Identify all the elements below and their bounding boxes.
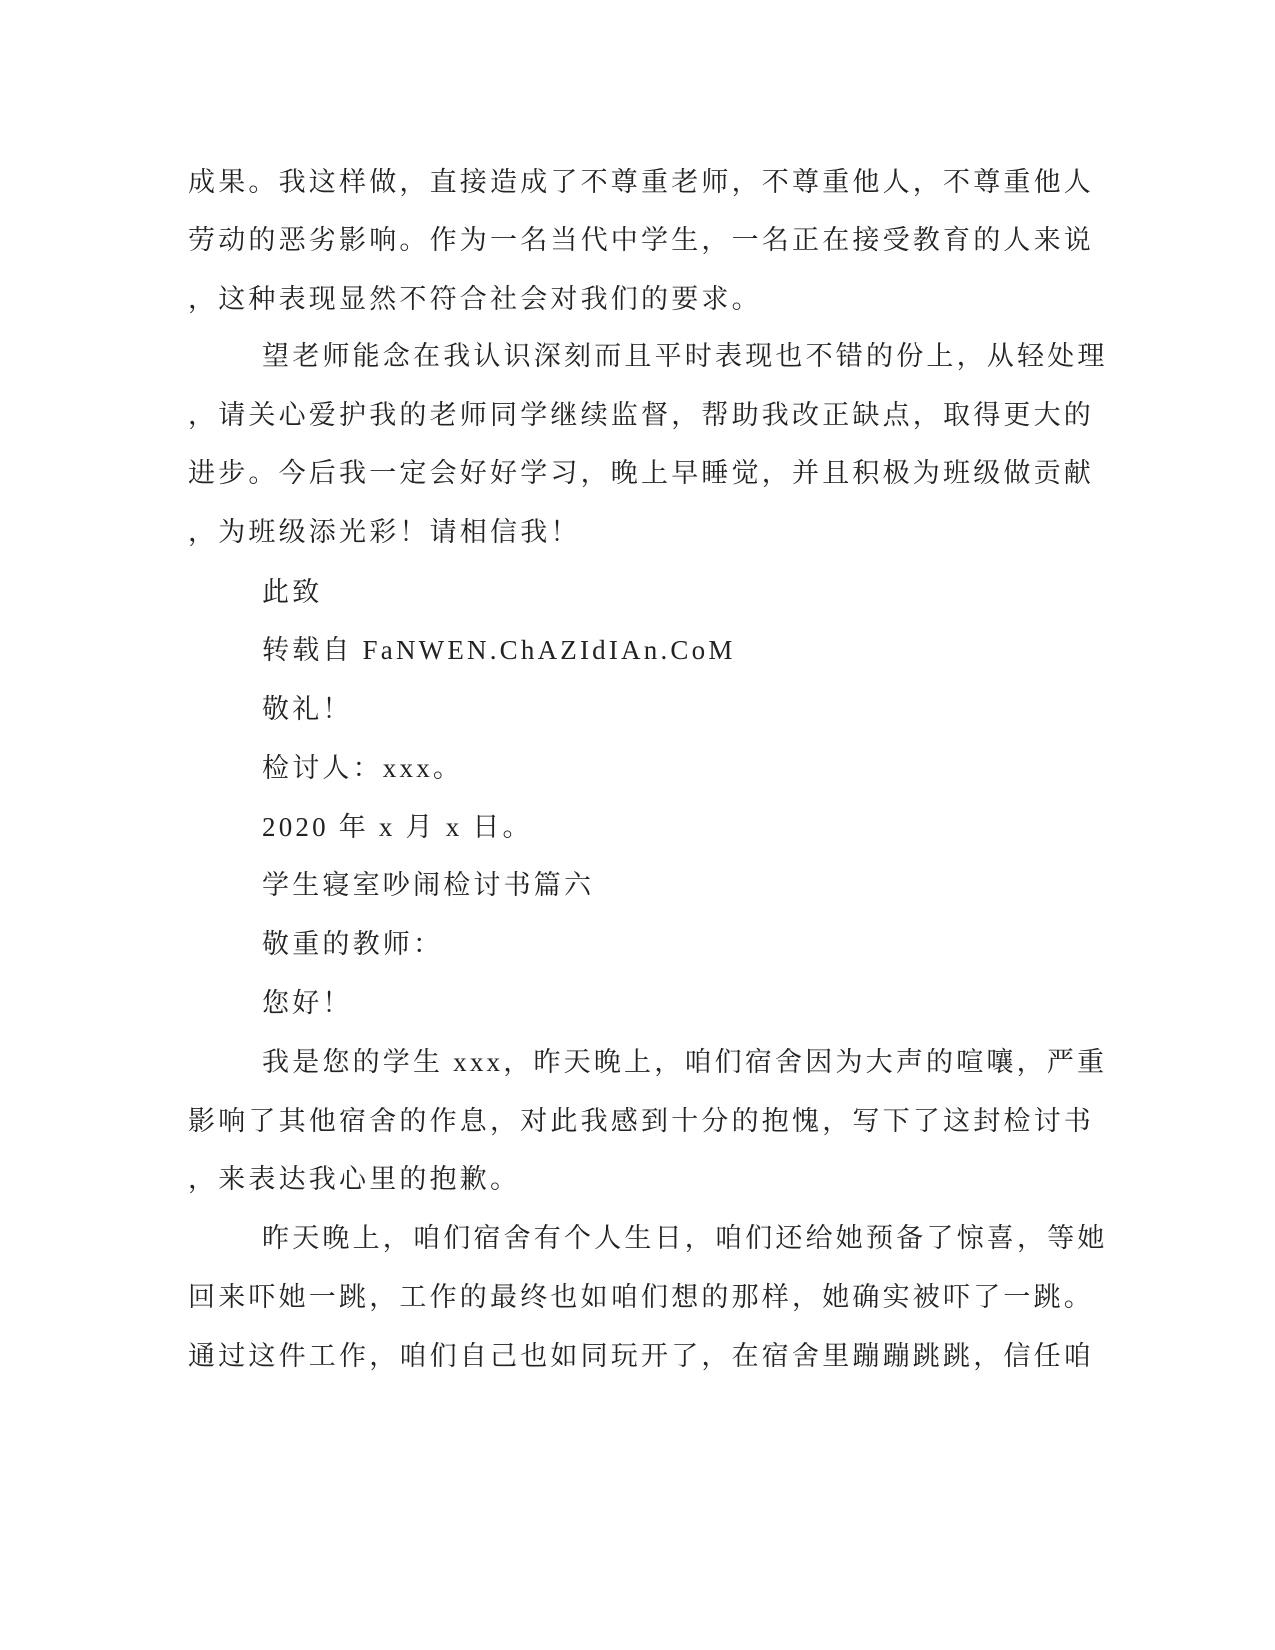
paragraph-line: 劳动的恶劣影响。作为一名当代中学生，一名正在接受教育的人来说 (188, 225, 1094, 255)
closing-regards: 敬礼！ (262, 694, 353, 724)
greeting-addressee: 敬重的教师： (262, 929, 444, 959)
greeting-line: 您好！ (262, 988, 353, 1018)
paragraph-line: 成果。我这样做，直接造成了不尊重老师，不尊重他人，不尊重他人 (188, 167, 1094, 197)
paragraph-line: 进步。今后我一定会好好学习，晚上早睡觉，并且积极为班级做贡献 (188, 458, 1094, 488)
paragraph-line: ，为班级添光彩！请相信我！ (188, 517, 581, 547)
paragraph-line: ，来表达我心里的抱歉。 (188, 1164, 521, 1194)
paragraph-line: 昨天晚上，咱们宿舍有个人生日，咱们还给她预备了惊喜，等她 (262, 1223, 1108, 1253)
paragraph-line: 回来吓她一跳，工作的最终也如咱们想的那样，她确实被吓了一跳。 (188, 1282, 1094, 1312)
paragraph-line: 我是您的学生 xxx，昨天晚上，咱们宿舍因为大声的喧嚷，严重 (262, 1047, 1108, 1077)
paragraph-line: 望老师能念在我认识深刻而且平时表现也不错的份上，从轻处理 (262, 341, 1108, 371)
closing-salutation: 此致 (262, 577, 323, 607)
date-line: 2020 年 x 月 x 日。 (262, 812, 533, 842)
source-note: 转载自 FaNWEN.ChAZIdIAn.CoM (262, 635, 736, 665)
paragraph-line: ，请关心爱护我的老师同学继续监督，帮助我改正缺点，取得更大的 (188, 400, 1094, 430)
section-title: 学生寝室吵闹检讨书篇六 (262, 870, 595, 900)
paragraph-line: 通过这件工作，咱们自己也如同玩开了，在宿舍里蹦蹦跳跳，信任咱 (188, 1341, 1094, 1371)
paragraph-line: 影响了其他宿舍的作息，对此我感到十分的抱愧，写下了这封检讨书 (188, 1106, 1094, 1136)
paragraph-line: ，这种表现显然不符合社会对我们的要求。 (188, 284, 762, 314)
signature-line: 检讨人：xxx。 (262, 753, 464, 783)
